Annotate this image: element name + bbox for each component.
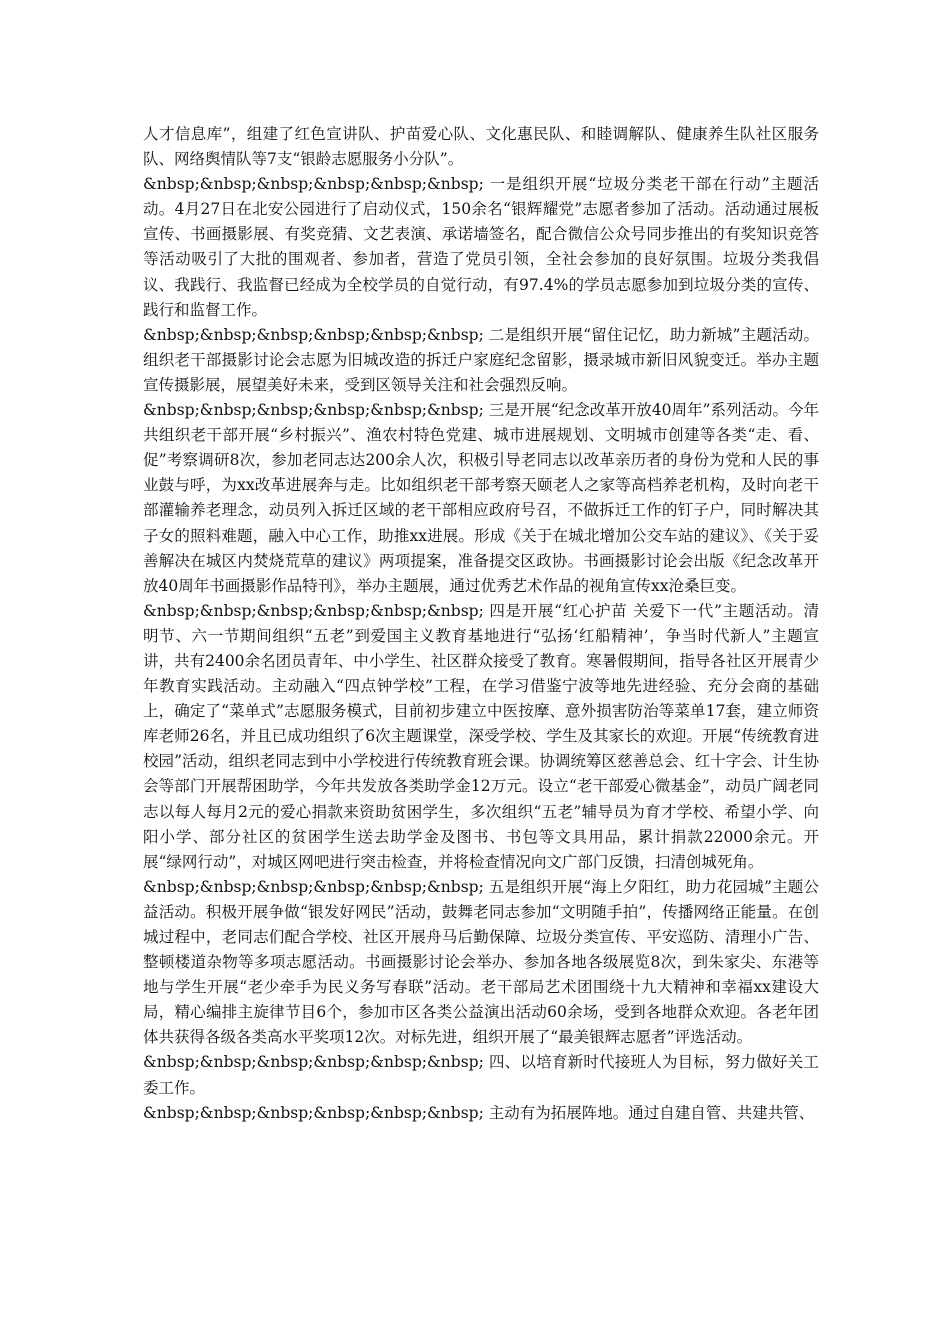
paragraph-talent-database: 人才信息库”，组建了红色宣讲队、护苗爱心队、文化惠民队、和睦调解队、健康养生队社区服务队、网络舆情队等7支“银龄志愿服务小分队”。 [143, 125, 819, 169]
paragraph-red-heart-protect: &nbsp;&nbsp;&nbsp;&nbsp;&nbsp;&nbsp; 四是开展“红心护苗 关爱下一代”主题活动。清明节、六一节期间组织“五老”到爱国主义教育基地进行“弘扬‘红船精神’，争当时代新人”主题宣讲，共有2400余名团员青年、中小学生、社区群众接受了教育。寒暑假期间，指导各社区开展青少年教育实践活动。主动融入“四点钟学校”工程，在学习借鉴宁波等地先进经验、充分会商的基础上，确定了“菜单式”志愿服务模式，目前初步建立中医按摩、意外损害防治等菜单17套，建立师资库老师26名，并且已成功组织了6次主题课堂，深受学校、学生及其家长的欢迎。开展“传统教育进校园”活动，组织老同志到中小学校进行传统教育班会课。协调统筹区慈善总会、红十字会、计生协会等部门开展帮困助学，今年共发放各类助学金12万元。设立“老干部爱心微基金”，动员广阔老同志以每人每月2元的爱心捐款来资助贫困学生，多次组织“五老”辅导员为育才学校、希望小学、向阳小学、部分社区的贫困学生送去助学金及图书、书包等文具用品，累计捐款22000余元。开展“绿网行动”，对城区网吧进行突击检查，并将检查情况向文广部门反馈，扫清创城死角。 [143, 601, 819, 871]
paragraph-sunset-red: &nbsp;&nbsp;&nbsp;&nbsp;&nbsp;&nbsp; 五是组织开展“海上夕阳红，助力花园城”主题公益活动。积极开展争做“银发好网民”活动，鼓舞老同志参加“文明随手拍”，传播网络正能量。在创城过程中，老同志们配合学校、社区开展舟马后勤保障、垃圾分类宣传、平安巡防、清理小广告、整顿楼道杂物等多项志愿活动。书画摄影讨论会举办、参加各地各级展览8次，到朱家尖、东港等地与学生开展“老少牵手为民义务写春联”活动。老干部局艺术团围绕十九大精神和幸福xx建设大局，精心编排主旋律节目6个，参加市区各类公益演出活动60余场，受到各地群众欢迎。各老年团体共获得各级各类高水平奖项12次。对标先进，组织开展了“最美银辉志愿者”评选活动。 [143, 877, 819, 1047]
document-body [143, 122, 819, 1126]
paragraph-preserve-memory: &nbsp;&nbsp;&nbsp;&nbsp;&nbsp;&nbsp; 二是组织开展“留住记忆，助力新城”主题活动。组织老干部摄影讨论会志愿为旧城改造的拆迁户家庭纪念留影，摄录城市新旧风貌变迁。举办主题宣传摄影展，展望美好未来，受到区领导关注和社会强烈反响。 [143, 325, 819, 394]
paragraph-section-four-heading: &nbsp;&nbsp;&nbsp;&nbsp;&nbsp;&nbsp; 四、以培育新时代接班人为目标，努力做好关工委工作。 [143, 1053, 819, 1097]
paragraph-garbage-sorting: &nbsp;&nbsp;&nbsp;&nbsp;&nbsp;&nbsp; 一是组织开展“垃圾分类老干部在行动”主题活动。4月27日在北安公园进行了启动仪式，150余名“银辉耀党”志愿者参加了活动。活动通过展板宣传、书画摄影展、有奖竞猜、文艺表演、承诺墙签名，配合微信公众号同步推出的有奖知识竞答等活动吸引了大批的围观者、参加者，营造了党员引领，全社会参加的良好氛围。垃圾分类我倡议、我践行、我监督已经成为全校学员的自觉行动，有97.4%的学员志愿参加到垃圾分类的宣传、践行和监督工作。 [143, 175, 819, 319]
paragraph-expand-positions: &nbsp;&nbsp;&nbsp;&nbsp;&nbsp;&nbsp; 主动有为拓展阵地。通过自建自管、共建共管、 [143, 1103, 815, 1122]
paragraph-reform-anniversary: &nbsp;&nbsp;&nbsp;&nbsp;&nbsp;&nbsp; 三是开展“纪念改革开放40周年”系列活动。今年共组织老干部开展“乡村振兴”、渔农村特色党建、城市进展规划、文明城市创建等各类“走、看、促”考察调研8次，参加老同志达200余人次，积极引导老同志以改革亲历者的身份为党和人民的事业鼓与呼，为xx改革进展奔与走。比如组织老干部考察天颐老人之家等高档养老机构，及时向老干部灌输养老理念，动员列入拆迁区域的老干部相应政府号召，不做拆迁工作的钉子户，同时解决其子女的照料难题，融入中心工作，助推xx进展。形成《关于在城北增加公交车站的建议》、《关于妥善解决在城区内焚烧荒草的建议》两项提案，准备提交区政协。书画摄影讨论会出版《纪念改革开放40周年书画摄影作品特刊》，举办主题展，通过优秀艺术作品的视角宣传xx沧桑巨变。 [143, 401, 819, 595]
